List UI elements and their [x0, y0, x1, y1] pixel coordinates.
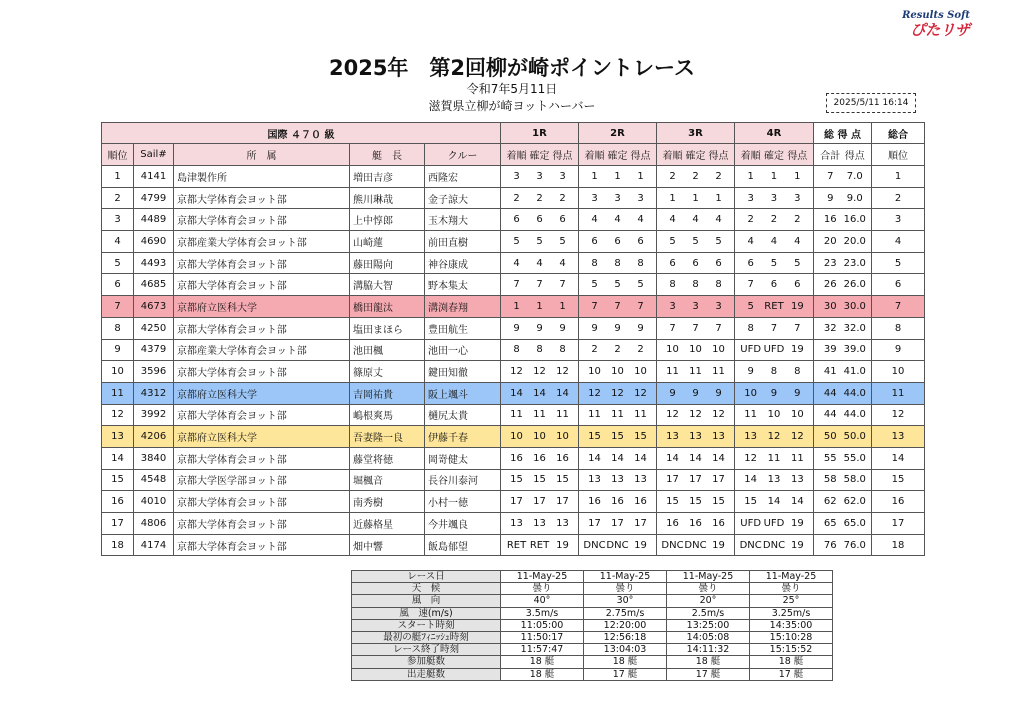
race-info-label: 天 候: [352, 583, 501, 595]
skipper-cell: 上中惇郎: [350, 209, 425, 231]
race-2-cell: 10 10 10: [579, 361, 657, 383]
table-row: [102, 513, 925, 535]
race-info-value: 18 艇: [584, 656, 667, 668]
overall-header: 総合: [872, 123, 925, 144]
crew-cell: 長谷川泰河: [425, 469, 501, 491]
crew-cell: 池田一心: [425, 339, 501, 361]
race-info-label: 風 向: [352, 595, 501, 607]
race-2-cell: 5 5 5: [579, 274, 657, 296]
rank-cell: 1: [102, 166, 134, 188]
race-3-cell: 6 6 6: [657, 252, 735, 274]
header-row-2: [102, 144, 925, 166]
club-cell: 島津製作所: [174, 166, 350, 188]
overall-rank-header: 順位: [872, 144, 925, 166]
race-2-cell: 9 9 9: [579, 317, 657, 339]
race-info-value: 14:11:32: [667, 644, 750, 656]
total-points-header: 総 得 点: [814, 123, 872, 144]
rank-cell: 9: [102, 339, 134, 361]
race-2-cell: 4 4 4: [579, 209, 657, 231]
results-soft-logo: [902, 10, 970, 40]
race-2-cell: 8 8 8: [579, 252, 657, 274]
race-3-cell: 15 15 15: [657, 491, 735, 513]
logo-top-text: Results Soft: [902, 10, 970, 21]
race-4-header: 4R: [735, 123, 814, 144]
rank-cell: 5: [102, 252, 134, 274]
race-info-value: 14:05:08: [667, 631, 750, 643]
race-info-value: 20°: [667, 595, 750, 607]
total-cell: 20 20.0: [814, 231, 872, 253]
rank-cell: 10: [102, 361, 134, 383]
race-info-label: レース終了時刻: [352, 644, 501, 656]
crew-cell: 飯島郁望: [425, 534, 501, 556]
crew-cell: 野本集太: [425, 274, 501, 296]
crew-cell: 鍵田知徹: [425, 361, 501, 383]
crew-cell: 金子諒大: [425, 187, 501, 209]
skipper-cell: 堀楓音: [350, 469, 425, 491]
overall-rank-cell: 8: [872, 317, 925, 339]
race-1-cell: 3 3 3: [501, 166, 579, 188]
sail-cell: 4548: [134, 469, 174, 491]
sail-cell: 4379: [134, 339, 174, 361]
race-info-value: 18 艇: [750, 656, 833, 668]
crew-cell: 豊田航生: [425, 317, 501, 339]
race-4-cell: 8 7 7: [735, 317, 814, 339]
table-row: [102, 166, 925, 188]
table-row: [102, 187, 925, 209]
race-3-cell: 14 14 14: [657, 447, 735, 469]
race-1-cell: 7 7 7: [501, 274, 579, 296]
overall-rank-cell: 12: [872, 404, 925, 426]
skipper-cell: 山崎蓮: [350, 231, 425, 253]
race-info-value: 曇り: [750, 583, 833, 595]
skipper-cell: 橋田龍汰: [350, 296, 425, 318]
race-2-cell: 16 16 16: [579, 491, 657, 513]
race-info-value: 15:15:52: [750, 644, 833, 656]
race-info-row: [352, 631, 833, 643]
race-3-cell: 16 16 16: [657, 513, 735, 535]
sail-cell: 4493: [134, 252, 174, 274]
overall-rank-cell: 2: [872, 187, 925, 209]
race-3-cell: 3 3 3: [657, 296, 735, 318]
overall-rank-cell: 3: [872, 209, 925, 231]
race-4-cell: 11 10 10: [735, 404, 814, 426]
overall-rank-cell: 4: [872, 231, 925, 253]
race-4-cell: 5 RET 19: [735, 296, 814, 318]
table-row: [102, 209, 925, 231]
race-1-cell: 15 15 15: [501, 469, 579, 491]
race-subheader: 着順 確定 得点: [735, 144, 814, 166]
race-info-value: 25°: [750, 595, 833, 607]
table-row: [102, 274, 925, 296]
overall-rank-cell: 17: [872, 513, 925, 535]
header-row-1: [102, 123, 925, 144]
crew-cell: 溝渕春翔: [425, 296, 501, 318]
race-2-cell: DNC DNC 19: [579, 534, 657, 556]
race-4-cell: 3 3 3: [735, 187, 814, 209]
race-info-row: [352, 583, 833, 595]
total-cell: 50 50.0: [814, 426, 872, 448]
race-1-cell: 5 5 5: [501, 231, 579, 253]
rank-header: 順位: [102, 144, 134, 166]
sail-cell: 4141: [134, 166, 174, 188]
results-table: [101, 122, 925, 556]
race-4-cell: 13 12 12: [735, 426, 814, 448]
overall-rank-cell: 5: [872, 252, 925, 274]
race-info-label: レース日: [352, 571, 501, 583]
race-1-cell: 1 1 1: [501, 296, 579, 318]
race-info-label: 風 速(m/s): [352, 607, 501, 619]
total-cell: 41 41.0: [814, 361, 872, 383]
race-info-value: 17 艇: [667, 668, 750, 680]
rank-cell: 8: [102, 317, 134, 339]
overall-rank-cell: 1: [872, 166, 925, 188]
race-4-cell: 7 6 6: [735, 274, 814, 296]
crew-cell: 小村一徳: [425, 491, 501, 513]
overall-rank-cell: 6: [872, 274, 925, 296]
race-info-row: [352, 607, 833, 619]
race-info-row: [352, 656, 833, 668]
race-info-value: 3.5m/s: [501, 607, 584, 619]
skipper-cell: 増田吉彦: [350, 166, 425, 188]
race-2-cell: 7 7 7: [579, 296, 657, 318]
club-cell: 京都府立医科大学: [174, 382, 350, 404]
race-3-cell: 7 7 7: [657, 317, 735, 339]
overall-rank-cell: 13: [872, 426, 925, 448]
page-title: 2025年 第2回柳が崎ポイントレース: [328, 56, 695, 80]
total-cell: 30 30.0: [814, 296, 872, 318]
race-2-cell: 11 11 11: [579, 404, 657, 426]
race-1-cell: 9 9 9: [501, 317, 579, 339]
race-1-header: 1R: [501, 123, 579, 144]
race-1-cell: 10 10 10: [501, 426, 579, 448]
race-info-label: 最初の艇ﾌｨﾆｯｼｭ時刻: [352, 631, 501, 643]
table-row: [102, 382, 925, 404]
overall-rank-cell: 14: [872, 447, 925, 469]
sail-cell: 4206: [134, 426, 174, 448]
total-cell: 76 76.0: [814, 534, 872, 556]
race-1-cell: 14 14 14: [501, 382, 579, 404]
sail-cell: 4685: [134, 274, 174, 296]
race-1-cell: 8 8 8: [501, 339, 579, 361]
sail-cell: 4673: [134, 296, 174, 318]
table-row: [102, 491, 925, 513]
race-info-row: [352, 644, 833, 656]
race-4-cell: 2 2 2: [735, 209, 814, 231]
total-cell: 7 7.0: [814, 166, 872, 188]
race-info-value: 11-May-25: [667, 571, 750, 583]
race-info-value: 15:10:28: [750, 631, 833, 643]
skipper-cell: 溝脇大智: [350, 274, 425, 296]
sail-cell: 3596: [134, 361, 174, 383]
club-cell: 京都大学体育会ヨット部: [174, 274, 350, 296]
race-3-cell: 17 17 17: [657, 469, 735, 491]
race-info-value: 曇り: [667, 583, 750, 595]
crew-cell: 前田直樹: [425, 231, 501, 253]
rank-cell: 11: [102, 382, 134, 404]
overall-rank-cell: 18: [872, 534, 925, 556]
race-info-value: 14:35:00: [750, 619, 833, 631]
club-cell: 京都大学体育会ヨット部: [174, 252, 350, 274]
skipper-cell: 藤田陽向: [350, 252, 425, 274]
crew-header: クルー: [425, 144, 501, 166]
sail-cell: 4250: [134, 317, 174, 339]
race-info-value: 30°: [584, 595, 667, 607]
club-cell: 京都産業大学体育会ヨット部: [174, 231, 350, 253]
sail-cell: 3840: [134, 447, 174, 469]
race-info-label: 参加艇数: [352, 656, 501, 668]
overall-rank-cell: 16: [872, 491, 925, 513]
table-row: [102, 339, 925, 361]
table-row: [102, 534, 925, 556]
race-1-cell: 12 12 12: [501, 361, 579, 383]
race-4-cell: 1 1 1: [735, 166, 814, 188]
club-cell: 京都大学体育会ヨット部: [174, 534, 350, 556]
rank-cell: 16: [102, 491, 134, 513]
table-row: [102, 361, 925, 383]
race-info-value: 12:56:18: [584, 631, 667, 643]
sail-cell: 4489: [134, 209, 174, 231]
crew-cell: 阪上颯斗: [425, 382, 501, 404]
race-info-value: 17 艇: [750, 668, 833, 680]
race-info-label: 出走艇数: [352, 668, 501, 680]
race-1-cell: 4 4 4: [501, 252, 579, 274]
sail-cell: 4010: [134, 491, 174, 513]
total-cell: 26 26.0: [814, 274, 872, 296]
race-info-value: 13:04:03: [584, 644, 667, 656]
sail-cell: 4690: [134, 231, 174, 253]
race-4-cell: 9 8 8: [735, 361, 814, 383]
skipper-cell: 畑中響: [350, 534, 425, 556]
race-info-value: 11-May-25: [501, 571, 584, 583]
race-info-value: 11:50:17: [501, 631, 584, 643]
skipper-cell: 熊川琳哉: [350, 187, 425, 209]
race-3-cell: DNC DNC 19: [657, 534, 735, 556]
overall-rank-cell: 10: [872, 361, 925, 383]
club-cell: 京都大学体育会ヨット部: [174, 209, 350, 231]
rank-cell: 17: [102, 513, 134, 535]
table-row: [102, 447, 925, 469]
race-2-cell: 17 17 17: [579, 513, 657, 535]
race-3-cell: 4 4 4: [657, 209, 735, 231]
race-info-label: スタート時刻: [352, 619, 501, 631]
race-info-value: 2.5m/s: [667, 607, 750, 619]
race-4-cell: 6 5 5: [735, 252, 814, 274]
skipper-cell: 池田楓: [350, 339, 425, 361]
race-2-cell: 2 2 2: [579, 339, 657, 361]
race-3-cell: 1 1 1: [657, 187, 735, 209]
class-name: 国際 ４７０ 級: [102, 123, 501, 144]
club-cell: 京都府立医科大学: [174, 426, 350, 448]
skipper-cell: 近藤格星: [350, 513, 425, 535]
sail-cell: 3992: [134, 404, 174, 426]
race-2-cell: 3 3 3: [579, 187, 657, 209]
race-info-value: 11-May-25: [584, 571, 667, 583]
rank-cell: 14: [102, 447, 134, 469]
race-info-row: [352, 595, 833, 607]
race-info-value: 11:05:00: [501, 619, 584, 631]
club-cell: 京都大学体育会ヨット部: [174, 187, 350, 209]
race-1-cell: RET RET 19: [501, 534, 579, 556]
race-3-cell: 13 13 13: [657, 426, 735, 448]
race-3-cell: 5 5 5: [657, 231, 735, 253]
club-cell: 京都大学体育会ヨット部: [174, 513, 350, 535]
club-header: 所 属: [174, 144, 350, 166]
race-info-value: 13:25:00: [667, 619, 750, 631]
club-cell: 京都大学体育会ヨット部: [174, 491, 350, 513]
crew-cell: 樋尻太貴: [425, 404, 501, 426]
overall-rank-cell: 11: [872, 382, 925, 404]
race-1-cell: 2 2 2: [501, 187, 579, 209]
total-cell: 44 44.0: [814, 404, 872, 426]
race-3-header: 3R: [657, 123, 735, 144]
rank-cell: 12: [102, 404, 134, 426]
race-info-table: [351, 570, 833, 681]
race-3-cell: 9 9 9: [657, 382, 735, 404]
race-info-value: 11:57:47: [501, 644, 584, 656]
rank-cell: 15: [102, 469, 134, 491]
table-row: [102, 426, 925, 448]
race-info-value: 18 艇: [667, 656, 750, 668]
race-subheader: 着順 確定 得点: [657, 144, 735, 166]
rank-cell: 13: [102, 426, 134, 448]
race-1-cell: 16 16 16: [501, 447, 579, 469]
total-cell: 44 44.0: [814, 382, 872, 404]
crew-cell: 今井颯良: [425, 513, 501, 535]
total-cell: 58 58.0: [814, 469, 872, 491]
race-4-cell: 15 14 14: [735, 491, 814, 513]
rank-cell: 2: [102, 187, 134, 209]
race-info-value: 曇り: [584, 583, 667, 595]
race-info-row: [352, 619, 833, 631]
overall-rank-cell: 7: [872, 296, 925, 318]
race-1-cell: 17 17 17: [501, 491, 579, 513]
race-subheader: 着順 確定 得点: [579, 144, 657, 166]
crew-cell: 岡嵜健太: [425, 447, 501, 469]
race-4-cell: UFD UFD 19: [735, 339, 814, 361]
sail-header: Sail#: [134, 144, 174, 166]
race-4-cell: UFD UFD 19: [735, 513, 814, 535]
race-4-cell: 10 9 9: [735, 382, 814, 404]
club-cell: 京都大学体育会ヨット部: [174, 317, 350, 339]
total-cell: 62 62.0: [814, 491, 872, 513]
crew-cell: 西隆宏: [425, 166, 501, 188]
race-info-value: 18 艇: [501, 656, 584, 668]
race-2-cell: 13 13 13: [579, 469, 657, 491]
race-4-cell: 4 4 4: [735, 231, 814, 253]
total-subheader: 合計 得点: [814, 144, 872, 166]
race-3-cell: 2 2 2: [657, 166, 735, 188]
race-info-value: 3.25m/s: [750, 607, 833, 619]
club-cell: 京都大学医学部ヨット部: [174, 469, 350, 491]
total-cell: 32 32.0: [814, 317, 872, 339]
skipper-cell: 吾妻隆一良: [350, 426, 425, 448]
crew-cell: 伊藤千春: [425, 426, 501, 448]
table-row: [102, 231, 925, 253]
rank-cell: 18: [102, 534, 134, 556]
race-info-value: 12:20:00: [584, 619, 667, 631]
skipper-header: 艇 長: [350, 144, 425, 166]
club-cell: 京都大学体育会ヨット部: [174, 447, 350, 469]
sail-cell: 4312: [134, 382, 174, 404]
total-cell: 9 9.0: [814, 187, 872, 209]
rank-cell: 7: [102, 296, 134, 318]
race-4-cell: DNC DNC 19: [735, 534, 814, 556]
total-cell: 23 23.0: [814, 252, 872, 274]
table-row: [102, 469, 925, 491]
sail-cell: 4799: [134, 187, 174, 209]
table-row: [102, 296, 925, 318]
race-4-cell: 14 13 13: [735, 469, 814, 491]
race-1-cell: 6 6 6: [501, 209, 579, 231]
rank-cell: 6: [102, 274, 134, 296]
race-1-cell: 11 11 11: [501, 404, 579, 426]
race-info-value: 18 艇: [501, 668, 584, 680]
race-info-value: 曇り: [501, 583, 584, 595]
race-2-cell: 1 1 1: [579, 166, 657, 188]
race-info-value: 11-May-25: [750, 571, 833, 583]
race-subheader: 着順 確定 得点: [501, 144, 579, 166]
logo-bottom-text: ぴたリザ: [910, 21, 970, 39]
event-venue: 滋賀県立柳が崎ヨットハーバー: [428, 99, 596, 113]
sail-cell: 4806: [134, 513, 174, 535]
race-4-cell: 12 11 11: [735, 447, 814, 469]
table-row: [102, 252, 925, 274]
race-info-value: 17 艇: [584, 668, 667, 680]
overall-rank-cell: 15: [872, 469, 925, 491]
total-cell: 55 55.0: [814, 447, 872, 469]
event-date: 令和7年5月11日: [466, 82, 558, 96]
skipper-cell: 吉岡祐貴: [350, 382, 425, 404]
race-2-cell: 6 6 6: [579, 231, 657, 253]
race-3-cell: 8 8 8: [657, 274, 735, 296]
race-3-cell: 11 11 11: [657, 361, 735, 383]
race-2-cell: 15 15 15: [579, 426, 657, 448]
skipper-cell: 南秀樹: [350, 491, 425, 513]
rank-cell: 4: [102, 231, 134, 253]
race-1-cell: 13 13 13: [501, 513, 579, 535]
skipper-cell: 塩田まほら: [350, 317, 425, 339]
race-info-value: 40°: [501, 595, 584, 607]
table-row: [102, 404, 925, 426]
race-info-row: [352, 668, 833, 680]
overall-rank-cell: 9: [872, 339, 925, 361]
race-2-header: 2R: [579, 123, 657, 144]
race-3-cell: 12 12 12: [657, 404, 735, 426]
race-info-row: [352, 571, 833, 583]
crew-cell: 神谷康成: [425, 252, 501, 274]
skipper-cell: 藤堂将徳: [350, 447, 425, 469]
total-cell: 39 39.0: [814, 339, 872, 361]
club-cell: 京都大学体育会ヨット部: [174, 361, 350, 383]
rank-cell: 3: [102, 209, 134, 231]
race-3-cell: 10 10 10: [657, 339, 735, 361]
total-cell: 65 65.0: [814, 513, 872, 535]
skipper-cell: 篠原丈: [350, 361, 425, 383]
total-cell: 16 16.0: [814, 209, 872, 231]
sail-cell: 4174: [134, 534, 174, 556]
club-cell: 京都大学体育会ヨット部: [174, 404, 350, 426]
club-cell: 京都府立医科大学: [174, 296, 350, 318]
club-cell: 京都産業大学体育会ヨット部: [174, 339, 350, 361]
race-2-cell: 12 12 12: [579, 382, 657, 404]
race-2-cell: 14 14 14: [579, 447, 657, 469]
print-timestamp: 2025/5/11 16:14: [826, 93, 916, 113]
table-row: [102, 317, 925, 339]
race-info-value: 2.75m/s: [584, 607, 667, 619]
skipper-cell: 嶋根爽馬: [350, 404, 425, 426]
crew-cell: 玉木翔大: [425, 209, 501, 231]
